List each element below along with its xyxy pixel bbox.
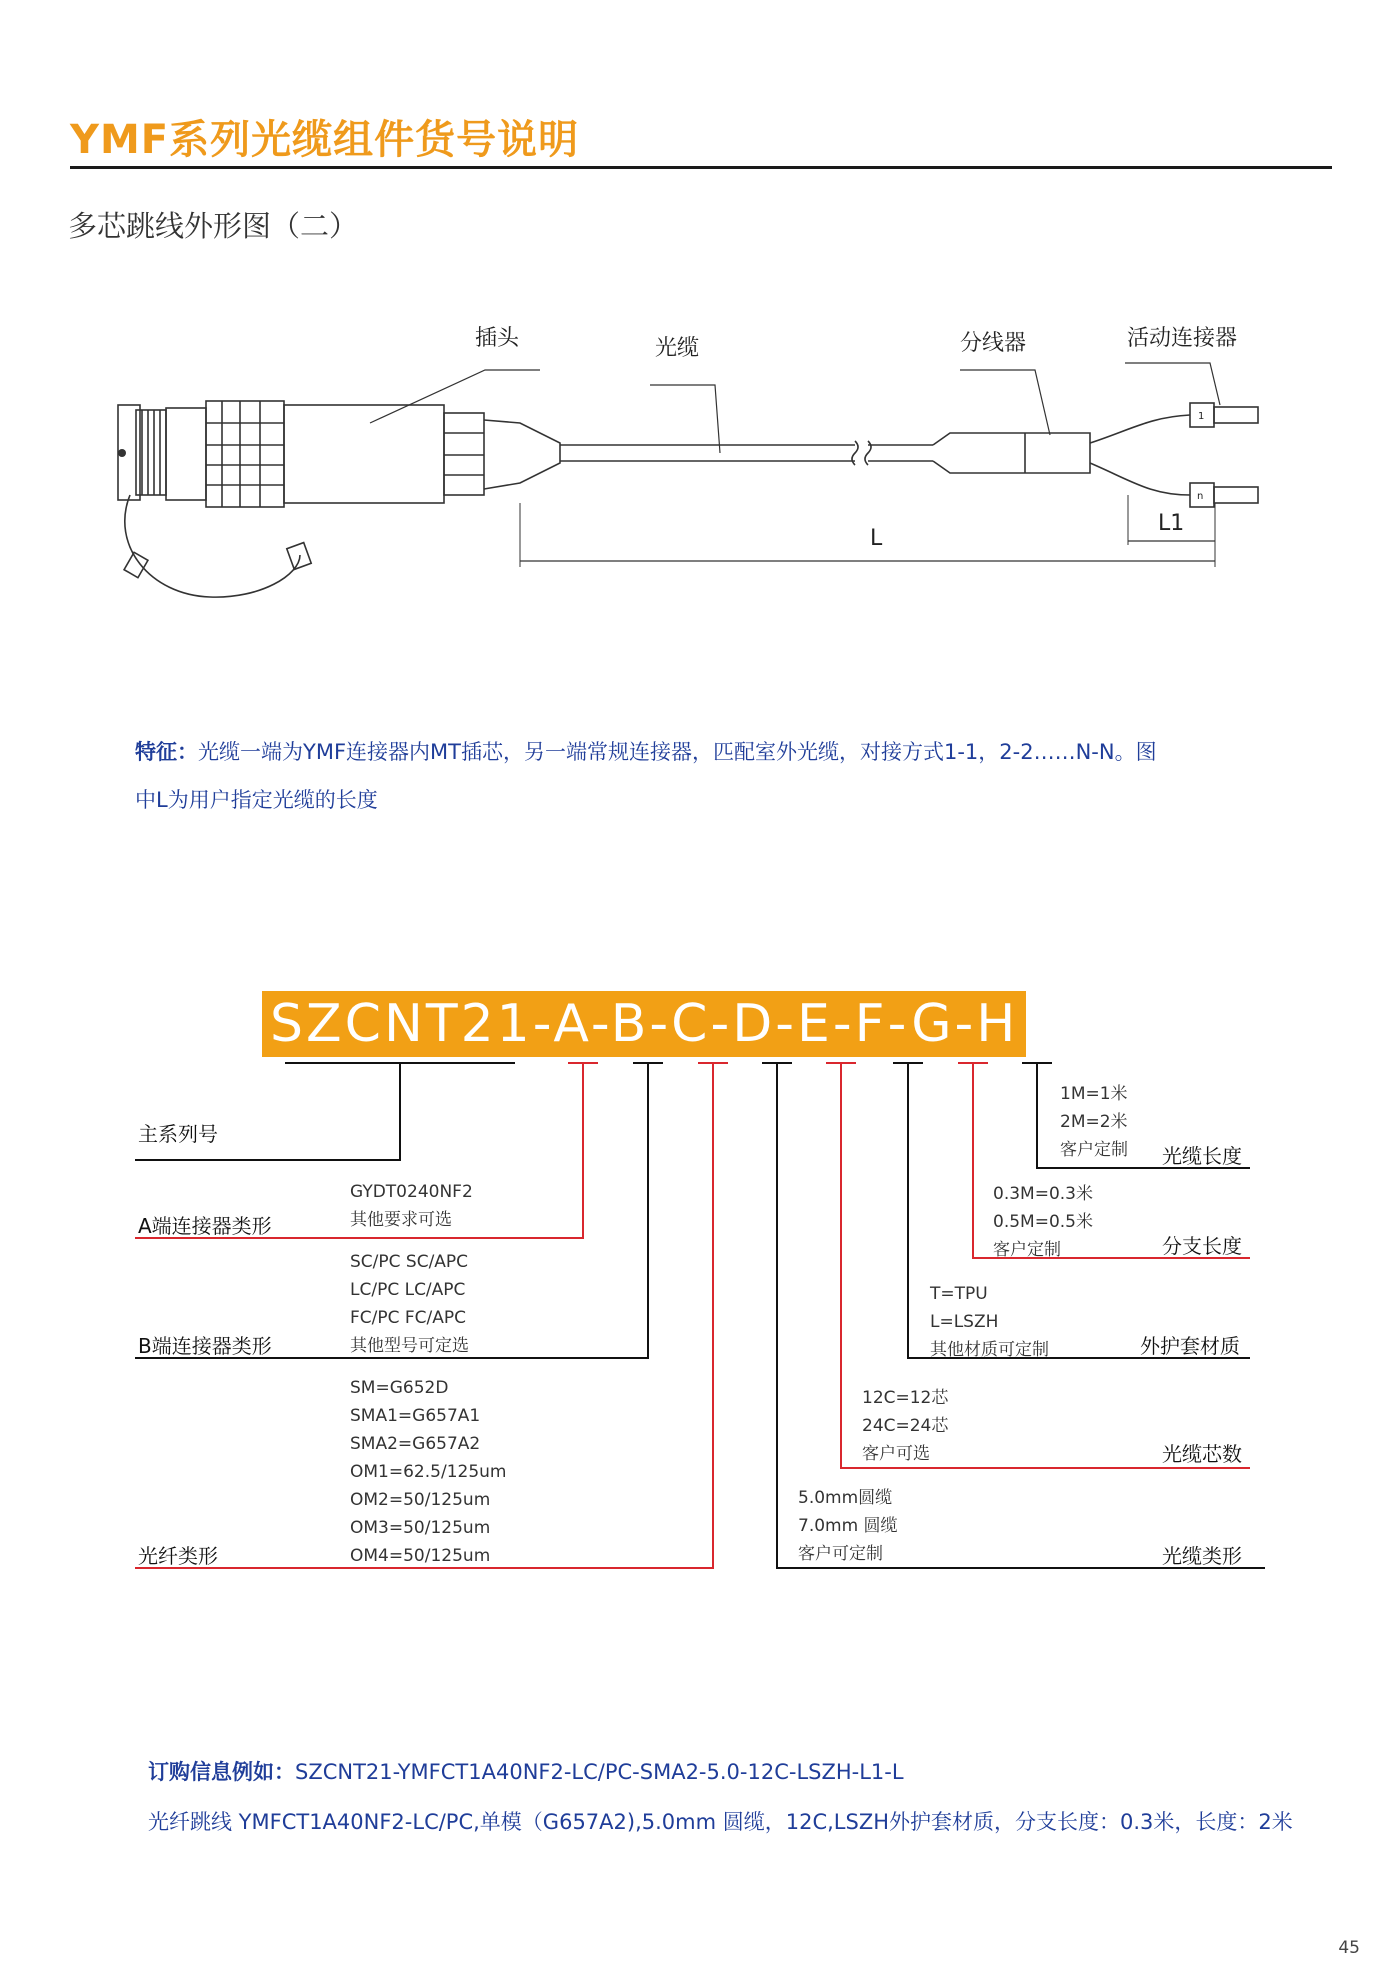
branch-n — [1090, 463, 1190, 495]
g-options — [993, 1180, 1093, 1264]
c-option: OM2=50/125um — [350, 1490, 491, 1510]
e-option: 24C=24芯 — [862, 1416, 949, 1436]
connector-leader-line — [1125, 363, 1220, 405]
order-example-description: 光纤跳线 YMFCT1A40NF2-LC/PC,单模（G657A2),5.0mm 圆缆，12C,LSZH外护套材质，分支长度：0.3米，长度：2米 — [148, 1810, 1293, 1834]
c-option: OM1=62.5/125um — [350, 1462, 507, 1482]
fiber-n-tag: n — [1197, 491, 1204, 502]
h-option: 1M=1米 — [1060, 1084, 1128, 1104]
plug-leader-line — [370, 370, 540, 423]
plug-hex-nut — [444, 413, 484, 495]
branch-length-label: L1 — [1158, 511, 1185, 536]
c-option: SMA2=G657A2 — [350, 1434, 481, 1454]
feature-label: 特征： — [135, 740, 198, 764]
b-label: B端连接器类形 — [138, 1334, 272, 1358]
h-option: 2M=2米 — [1060, 1112, 1128, 1132]
e-option: 12C=12芯 — [862, 1388, 949, 1408]
h-label: 光缆长度 — [1162, 1144, 1242, 1168]
plug-shell — [284, 405, 444, 503]
d-option: 5.0mm圆缆 — [798, 1488, 893, 1508]
branch-1 — [1090, 415, 1190, 443]
main-series-label: 主系列号 — [138, 1122, 218, 1146]
a-option: 其他要求可选 — [350, 1210, 452, 1230]
order-example-code: SZCNT21-YMFCT1A40NF2-LC/PC-SMA2-5.0-12C-LSZH-L1-L — [295, 1760, 904, 1784]
h-options — [1060, 1080, 1128, 1164]
length-label: L — [870, 526, 883, 551]
connector-n — [1214, 487, 1258, 503]
g-label: 分支长度 — [1162, 1234, 1242, 1258]
part-number-code: SZCNT21-A-B-C-D-E-F-G-H — [262, 991, 1026, 1057]
feature-paragraph — [135, 728, 1285, 824]
title-divider — [70, 166, 1332, 169]
c-label: 光纤类形 — [138, 1544, 218, 1568]
b-option: FC/PC FC/APC — [350, 1308, 467, 1328]
d-label: 光缆类形 — [1162, 1544, 1242, 1568]
g-option: 0.3M=0.3米 — [993, 1184, 1093, 1204]
f-options — [930, 1280, 1049, 1364]
splitter-leader-line — [960, 370, 1050, 435]
e-option: 客户可选 — [862, 1444, 930, 1464]
dust-cap-lanyard — [125, 495, 300, 597]
fiber-1-tag: 1 — [1198, 411, 1205, 422]
f-label: 外护套材质 — [1140, 1334, 1240, 1358]
f-option: 其他材质可定制 — [930, 1340, 1049, 1360]
e-options — [862, 1384, 948, 1468]
b-option: SC/PC SC/APC — [350, 1252, 469, 1272]
plug-body — [206, 401, 284, 507]
order-example-label: 订购信息例如： — [148, 1760, 295, 1784]
cable-assembly-drawing — [90, 305, 1310, 605]
f-option: T=TPU — [930, 1284, 988, 1304]
page-number: 45 — [1338, 1938, 1360, 1958]
connector-label: 活动连接器 — [1127, 326, 1238, 351]
splitter-label: 分线器 — [960, 331, 1027, 356]
plug-label: 插头 — [475, 326, 520, 351]
connector-1 — [1214, 407, 1258, 423]
a-label: A端连接器类形 — [138, 1214, 272, 1238]
h-option: 客户定制 — [1060, 1140, 1128, 1160]
c-option: SM=G652D — [350, 1378, 449, 1398]
cable-leader-line — [650, 385, 720, 453]
d-options — [798, 1484, 898, 1568]
d-option: 7.0mm 圆缆 — [798, 1516, 898, 1536]
feature-text-line-2: 中L为用户指定光缆的长度 — [135, 788, 378, 812]
c-options — [350, 1374, 506, 1570]
feature-text-line-1: 光缆一端为YMF连接器内MT插芯，另一端常规连接器，匹配室外光缆，对接方式1-1，2-2……N-N。图 — [198, 740, 1157, 764]
e-label: 光缆芯数 — [1162, 1442, 1242, 1466]
splitter-body — [933, 433, 1090, 473]
page-subtitle: 多芯跳线外形图（二） — [68, 209, 359, 243]
a-option: GYDT0240NF2 — [350, 1182, 473, 1202]
strain-relief-boot — [484, 420, 560, 489]
b-options — [350, 1248, 469, 1360]
c-option: SMA1=G657A1 — [350, 1406, 481, 1426]
page-title: YMF系列光缆组件货号说明 — [70, 117, 580, 163]
cable-label: 光缆 — [655, 336, 700, 361]
d-option: 客户可定制 — [798, 1544, 883, 1564]
b-option: 其他型号可定选 — [350, 1336, 469, 1356]
a-options — [350, 1178, 473, 1234]
f-option: L=LSZH — [930, 1312, 999, 1332]
b-option: LC/PC LC/APC — [350, 1280, 466, 1300]
c-option: OM4=50/125um — [350, 1546, 491, 1566]
g-option: 客户定制 — [993, 1240, 1061, 1260]
g-option: 0.5M=0.5米 — [993, 1212, 1093, 1232]
c-option: OM3=50/125um — [350, 1518, 491, 1538]
order-example-line — [148, 1756, 904, 1786]
